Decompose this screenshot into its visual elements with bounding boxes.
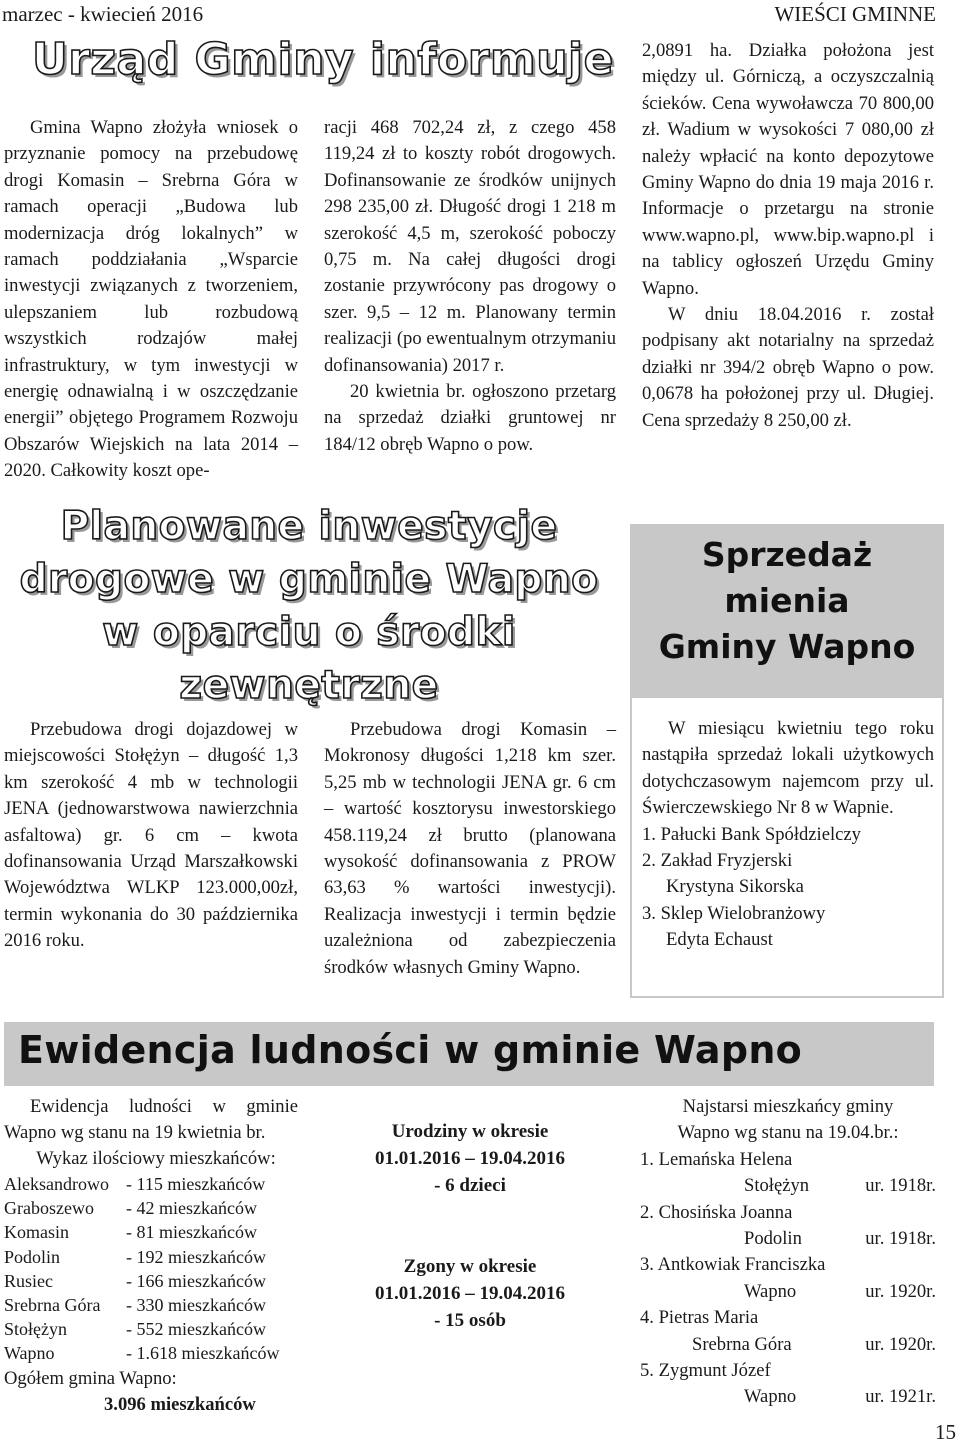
article1-col1 [4, 115, 298, 485]
oldest-title: Najstarsi mieszkańcy gminy [682, 1096, 894, 1117]
population-intro: Ewidencja ludności w gminie Wapno wg stanu na 19 kwietnia br. [4, 1096, 298, 1143]
sale-intro: W miesiącu kwietniu tego roku nastąpiła sprzedaż lokali użytkowych dotychczasowym najemcom przy ul. Świerczewskiego Nr 8 w Wapnie. [642, 718, 934, 819]
article2-col2 [324, 717, 616, 981]
article1-col3-p1: 2,0891 ha. Działka położona jest między ul. Górniczą, a oczyszczalnią ścieków. Cena wywoławcza 70 800,00 zł. Wadium w wysokości 7 080,00 zł należy wpłacić na konto depozytowe Gminy Wapno do dnia 19 maja 2016 r. Informacje o przetargu na stronie www.wapno.pl, www.bip.wapno.pl i na tablicy ogłoszeń Urzędu Gminy Wapno. [642, 40, 934, 299]
sale-list-item-detail: Edyta Echaust [666, 929, 773, 951]
article4-title: Ewidencja ludności w gminie Wapno [18, 1028, 803, 1072]
sale-body [642, 716, 934, 954]
sale-list-item: 2. Zakład Fryzjerski [642, 850, 793, 872]
article1-col3 [642, 38, 934, 434]
oldest-year: ur. 1920r. [865, 1280, 936, 1302]
oldest-name: 5. Zygmunt Józef [640, 1360, 771, 1382]
oldest-name: 3. Antkowiak Franciszka [640, 1254, 826, 1276]
oldest-place: Srebrna Góra [692, 1333, 792, 1355]
sale-title [630, 524, 944, 670]
births-value: - 6 dzieci [434, 1175, 506, 1196]
deaths-period: 01.01.2016 – 19.04.2016 [375, 1283, 565, 1304]
table-row [4, 1317, 279, 1341]
place-cell: Aleksandrowo [4, 1174, 109, 1194]
population-total-value: 3.096 mieszkańców [104, 1393, 256, 1415]
population-total-label: Ogółem gmina Wapno: [4, 1367, 177, 1389]
article1-title: Urząd Gminy informuje [32, 34, 614, 85]
count-cell: - 115 mieszkańców [126, 1174, 266, 1194]
article2-title-line: zewnętrzne [179, 663, 439, 708]
sale-title-line: mienia [724, 581, 850, 620]
place-cell: Rusiec [4, 1270, 53, 1291]
article1-col2-p2: 20 kwietnia br. ogłoszono przetarg na sprzedaż działki gruntowej nr 184/12 obręb Wapno o pow. [324, 381, 616, 455]
oldest-year: ur. 1921r. [865, 1386, 936, 1408]
place-cell: Srebrna Góra [4, 1295, 101, 1316]
oldest-place: Stołężyn [744, 1175, 810, 1197]
population-col [4, 1094, 298, 1418]
table-row [4, 1293, 279, 1317]
count-cell: - 330 mieszkańców [126, 1295, 266, 1316]
section-name: WIEŚCI GMINNE [774, 2, 936, 26]
list-item [640, 1147, 936, 1200]
list-item [640, 1305, 936, 1358]
count-cell: - 1.618 mieszkańców [126, 1343, 280, 1364]
oldest-year: ur. 1918r. [865, 1175, 936, 1197]
article2-title-line: w oparciu o środki [102, 610, 516, 655]
deaths-value: - 15 osób [434, 1310, 506, 1331]
sale-title-line: Sprzedaż [701, 535, 873, 574]
page-number: 15 [935, 1420, 956, 1444]
oldest-place: Wapno [744, 1386, 797, 1408]
article1-col2 [324, 115, 616, 458]
article1-col3-p2: W dniu 18.04.2016 r. został podpisany akt notarialny na sprzedaż działki nr 394/2 obręb Wapno o pow. 0,0678 ha położonej przy ul. Długiej. Cena sprzedaży 8 250,00 zł. [642, 304, 934, 431]
article2-col1 [4, 717, 298, 955]
sale-list-item: 3. Sklep Wielobranżowy [642, 902, 826, 924]
article2-title [0, 500, 618, 712]
place-cell: Wapno [4, 1343, 55, 1364]
oldest-year: ur. 1920r. [865, 1333, 936, 1355]
list-item [640, 1200, 936, 1253]
table-row [4, 1269, 279, 1293]
sale-title-box [630, 524, 944, 698]
article2-col2-text: Przebudowa drogi Komasin – Mokronosy długości 1,218 km szer. 5,25 mb w technologii JENA gr. 6 cm – wartość kosztorysu inwestorskiego 458.119,24 zł brutto (planowana wysokość dofinansowania z PROW 63,63 % wartości inwestycji). Realizacja inwestycji i termin będzie uzależniona od zabezpieczenia środków własnych Gminy Wapno. [324, 719, 616, 978]
oldest-list [640, 1147, 936, 1411]
list-item [640, 1252, 936, 1305]
sale-list-item: 1. Pałucki Bank Spółdzielczy [642, 823, 861, 845]
oldest-place: Podolin [744, 1228, 802, 1250]
count-cell: - 192 mieszkańców [126, 1246, 266, 1267]
article2-title-line: Planowane inwestycje [60, 504, 558, 549]
oldest-name: 2. Chosińska Joanna [640, 1201, 793, 1223]
issue-date: marzec - kwiecień 2016 [2, 2, 204, 26]
sale-list-item-detail: Krystyna Sikorska [666, 876, 804, 898]
oldest-year: ur. 1918r. [865, 1228, 936, 1250]
article2-title-line: drogowe w gminie Wapno [19, 557, 599, 602]
table-row [4, 1341, 279, 1365]
count-cell: - 552 mieszkańców [126, 1319, 266, 1340]
article2-col1-text: Przebudowa drogi dojazdowej w miejscowości Stołężyn – długość 1,3 km szerokość 4 mb w technologii JENA (jednowarstwowa nawierzchnia asfaltowa) gr. 6 cm – kwota dofinansowania Urząd Marszałkowski Województwa WLKP 123.000,00zł, termin wykonania do 30 października 2016 roku. [4, 719, 298, 952]
place-cell: Podolin [4, 1246, 61, 1267]
oldest-block [640, 1094, 936, 1411]
place-cell: Stołężyn [4, 1319, 67, 1340]
deaths-block [324, 1253, 616, 1334]
oldest-place: Wapno [744, 1280, 797, 1302]
population-table [4, 1172, 279, 1366]
count-cell: - 166 mieszkańców [126, 1270, 266, 1291]
count-cell: - 42 mieszkańców [126, 1198, 257, 1219]
oldest-subtitle: Wapno wg stanu na 19.04.br.: [677, 1122, 899, 1144]
oldest-name: 1. Lemańska Helena [640, 1148, 793, 1170]
births-block [324, 1118, 616, 1199]
article1-col1-text: Gmina Wapno złożyła wniosek o przyznanie pomocy na przebudowę drogi Komasin – Srebrna Góra w ramach operacji „Budowa lub modernizacja dróg lokalnych” w ramach poddziałania „Wsparcie inwestycji związanych z tworzeniem, ulepszaniem lub rozbudową wszystkich rodzajów małej infrastruktury, w tym inwestycji w energię odnawialną i w oszczędzanie energii” objętego Programem Rozwoju Obszarów Wiejskich na lata 2014 – 2020. Całkowity koszt ope- [4, 117, 298, 482]
births-period: 01.01.2016 – 19.04.2016 [375, 1148, 565, 1169]
table-row [4, 1220, 279, 1244]
table-row [4, 1245, 279, 1269]
place-cell: Komasin [4, 1222, 69, 1243]
count-cell: - 81 mieszkańców [126, 1222, 257, 1243]
sale-title-line: Gminy Wapno [658, 627, 916, 666]
table-row [4, 1196, 279, 1220]
table-row [4, 1172, 279, 1196]
births-title: Urodziny w okresie [391, 1121, 549, 1142]
article1-col2-p1: racji 468 702,24 zł, z czego 458 119,24 zł to koszty robót drogowych. Dofinansowanie ze środków unijnych 298 235,00 zł. Długość drogi 1 218 m szerokość 4,5 m, szerokość poboczy 0,75 m. Na całej długości drogi zostanie przywrócony pas drogowy o szer. 9,5 – 12 m. Planowany termin realizacji (po ewentualnym otrzymaniu dofinansowania) 2017 r. [324, 117, 616, 376]
oldest-name: 4. Pietras Maria [640, 1307, 759, 1329]
list-item [640, 1358, 936, 1411]
deaths-title: Zgony w okresie [403, 1256, 537, 1277]
place-cell: Graboszewo [4, 1198, 94, 1219]
sale-list [642, 822, 934, 954]
population-subtitle: Wykaz ilościowy mieszkańców: [36, 1148, 276, 1169]
